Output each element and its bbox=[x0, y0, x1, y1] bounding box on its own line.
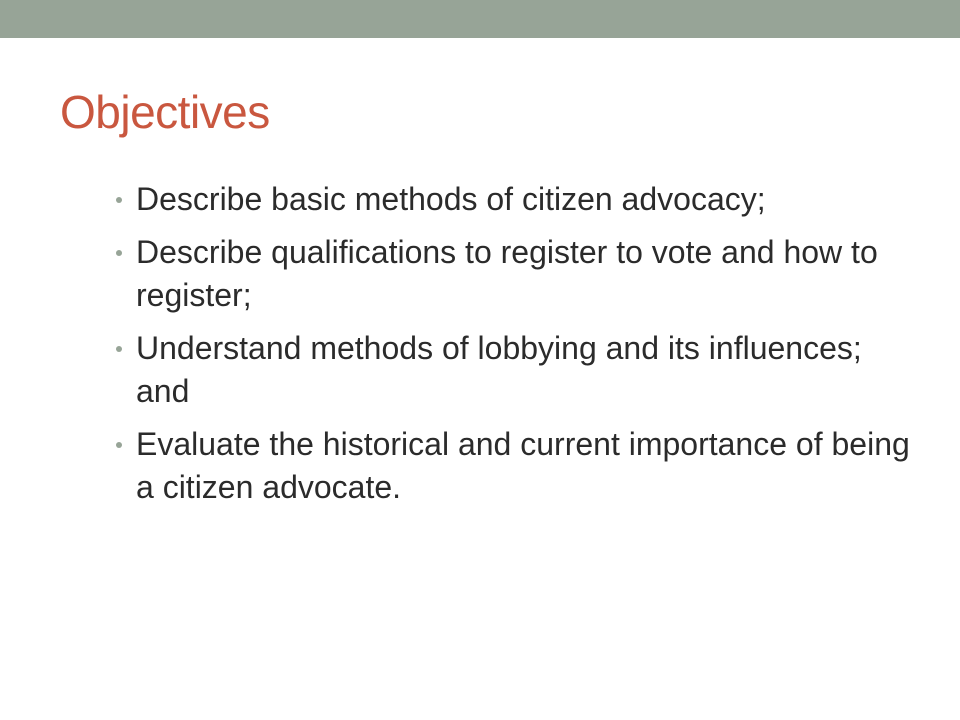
bullet-item bbox=[116, 423, 916, 509]
bullet-item bbox=[116, 327, 916, 413]
bullet-dot-icon bbox=[116, 346, 122, 352]
bullet-list bbox=[116, 178, 916, 519]
bullet-text: Describe qualifications to register to vote and how to register; bbox=[136, 234, 878, 313]
bullet-dot-icon bbox=[116, 197, 122, 203]
top-accent-bar bbox=[0, 0, 960, 38]
bullet-item bbox=[116, 231, 916, 317]
bullet-text: Evaluate the historical and current importance of being a citizen advocate. bbox=[136, 426, 910, 505]
bullet-dot-icon bbox=[116, 442, 122, 448]
slide-title: Objectives bbox=[60, 86, 270, 138]
bullet-dot-icon bbox=[116, 250, 122, 256]
bullet-text: Describe basic methods of citizen advocacy; bbox=[136, 181, 766, 217]
bullet-text: Understand methods of lobbying and its influences; and bbox=[136, 330, 862, 409]
bullet-item bbox=[116, 178, 916, 221]
